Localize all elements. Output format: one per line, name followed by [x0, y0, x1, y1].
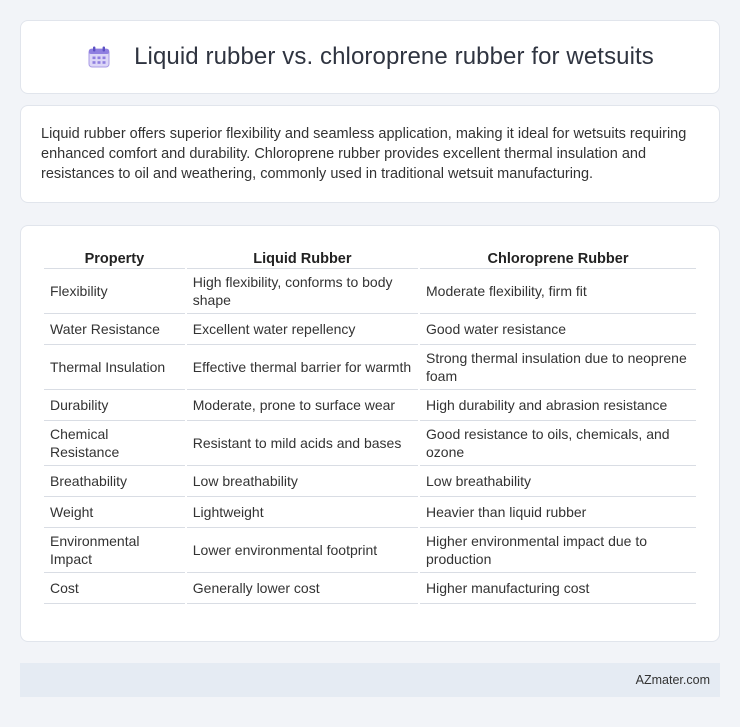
property-cell: Weight — [44, 497, 185, 528]
header-card — [20, 20, 720, 94]
table-header-row — [44, 246, 696, 269]
header-chloroprene-rubber: Chloroprene Rubber — [420, 246, 696, 269]
liquid-rubber-cell: Effective thermal barrier for warmth — [187, 345, 418, 390]
table-row — [44, 314, 696, 345]
chloroprene-rubber-cell: Moderate flexibility, firm fit — [420, 269, 696, 314]
chloroprene-rubber-cell: Strong thermal insulation due to neoprene foam — [420, 345, 696, 390]
liquid-rubber-cell: High flexibility, conforms to body shape — [187, 269, 418, 314]
chloroprene-rubber-cell: Higher environmental impact due to production — [420, 528, 696, 573]
chloroprene-rubber-cell: Good water resistance — [420, 314, 696, 345]
property-cell: Durability — [44, 390, 185, 421]
property-cell: Environmental Impact — [44, 528, 185, 573]
header-liquid-rubber: Liquid Rubber — [187, 246, 418, 269]
calendar-icon — [86, 44, 112, 70]
chloroprene-rubber-cell: Good resistance to oils, chemicals, and ozone — [420, 421, 696, 466]
liquid-rubber-cell: Moderate, prone to surface wear — [187, 390, 418, 421]
table-row — [44, 497, 696, 528]
property-cell: Water Resistance — [44, 314, 185, 345]
table-row — [44, 421, 696, 466]
liquid-rubber-cell: Lightweight — [187, 497, 418, 528]
table-row — [44, 345, 696, 390]
chloroprene-rubber-cell: Higher manufacturing cost — [420, 573, 696, 604]
liquid-rubber-cell: Resistant to mild acids and bases — [187, 421, 418, 466]
property-cell: Chemical Resistance — [44, 421, 185, 466]
property-cell: Cost — [44, 573, 185, 604]
liquid-rubber-cell: Generally lower cost — [187, 573, 418, 604]
page-title: Liquid rubber vs. chloroprene rubber for wetsuits — [134, 43, 654, 70]
table-row — [44, 466, 696, 497]
chloroprene-rubber-cell: Low breathability — [420, 466, 696, 497]
table-row — [44, 390, 696, 421]
table-row — [44, 528, 696, 573]
property-cell: Thermal Insulation — [44, 345, 185, 390]
intro-card — [20, 105, 720, 203]
intro-text: Liquid rubber offers superior flexibility and seamless application, making it ideal for wetsuits requiring enhanced comfort and durability. Chloroprene rubber provides excellent thermal insulation and resistances to oil and weathering, commonly used in traditional wetsuit manufacturing. — [41, 126, 687, 182]
liquid-rubber-cell: Low breathability — [187, 466, 418, 497]
chloroprene-rubber-cell: High durability and abrasion resistance — [420, 390, 696, 421]
liquid-rubber-cell: Excellent water repellency — [187, 314, 418, 345]
title-wrap — [86, 43, 654, 71]
property-cell: Flexibility — [44, 269, 185, 314]
header-property: Property — [44, 246, 185, 269]
table-row — [44, 269, 696, 314]
property-cell: Breathability — [44, 466, 185, 497]
table-row — [44, 573, 696, 604]
chloroprene-rubber-cell: Heavier than liquid rubber — [420, 497, 696, 528]
table-card — [20, 225, 720, 642]
liquid-rubber-cell: Lower environmental footprint — [187, 528, 418, 573]
footer-brand: AZmater.com — [635, 673, 710, 687]
comparison-table — [42, 246, 698, 604]
footer — [20, 663, 720, 697]
